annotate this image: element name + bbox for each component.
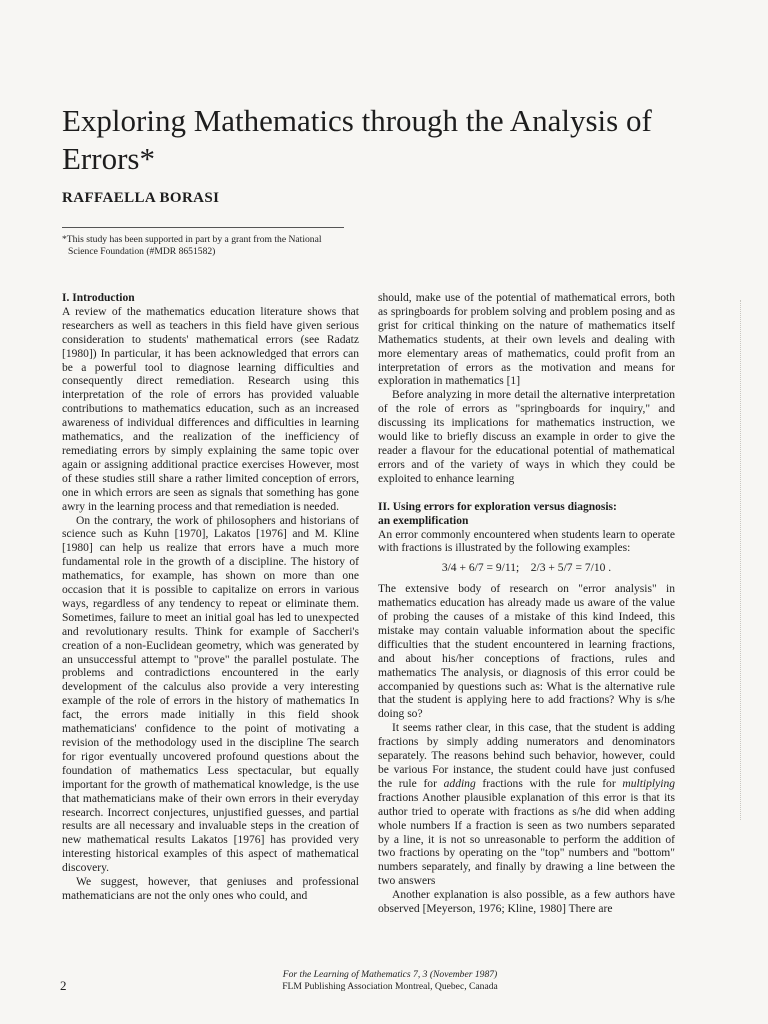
text-run: It seems rather clear, in this case, that the student is adding fractions by simply adding numerators and denominators separately. The reasons behind such behavior, however, could be various For instance, the student could have just confused the rule for (378, 722, 675, 790)
text-run: fractions Another plausible explanation of this error is that its author tried to operate with fractions as s/he did when adding whole numbers If a fraction is seen as two numbers separated by a line, it is not so unreasonable to perform the addition of two fractions by operating on the "top" numbers and "bottom" numbers separately, and finally by drawing a line between the two answers (378, 791, 675, 888)
section-subheading: an exemplification (378, 514, 469, 527)
emphasis-adding: adding (443, 777, 476, 790)
body-paragraph: should, make use of the potential of mathematical errors, both as springboards for problem solving and problem posing and as grist for critical thinking on the nature of mathematics itself Mathematics students, at their own levels and dealing with more elementary areas of mathematics, could profit from an interpretation of errors as the motivation and means for exploration in mathematics [1] (378, 292, 675, 388)
text-run: fractions with the rule for (475, 777, 623, 790)
section-heading-errors: II. Using errors for exploration versus diagnosis: (378, 500, 617, 513)
section-heading-introduction: I. Introduction (62, 292, 135, 304)
formula-part-b: 2/3 + 5/7 = 7/10 . (530, 562, 612, 575)
scan-margin-line (740, 300, 741, 820)
article-title: Exploring Mathematics through the Analysis of Errors* (62, 103, 652, 176)
author-name: RAFFAELLA BORASI (62, 190, 220, 206)
right-column (378, 292, 675, 917)
body-paragraph: An error commonly encountered when students learn to operate with fractions is illustrated by the following examples: (378, 528, 675, 555)
body-paragraph: We suggest, however, that geniuses and professional mathematicians are not the only ones who could, and (62, 876, 359, 902)
page-number: 2 (60, 978, 67, 993)
body-paragraph: On the contrary, the work of philosophers and historians of science such as Kuhn [1970], Lakatos [1976] and M. Kline [1980] can help us realize that errors have a much more fundamental role in the growth of a discipline. The history of mathematics, for example, has shown on more than one occasion that it is possible to capitalize on errors in various ways, regardless of any tendency to repeat or eliminate them. Sometimes, failure to meet an initial goal has led to unexpected and revolutionary results. Think for example of Saccheri's creation of a non-Euclidean geometry, which was generated by an unsuccessful attempt to "prove" the parallel postulate. The problems and contradictions encountered in the early development of the calculus also provide a very interesting example of the role of errors in the history of mathematics In fact, the errors made initially in this field shook mathematicians' confidence to the point of motivating a revision of the methodology used in the discipline The search for rigor eventually uncovered profound questions about the foundation of mathematics Less spectacular, but equally important for the growth of mathematical knowledge, is the use that mathematicians make of their own errors in their everyday research. Incorrect conjectures, unjustified guesses, and partial results are all necessary and invaluable steps in the creation of new mathematical results Lakatos [1976] has provided very interesting historical examples of this aspect of mathematical discovery. (62, 514, 359, 875)
left-column (62, 292, 359, 904)
emphasis-multiplying: multiplying (622, 777, 675, 790)
fraction-example-formula (378, 562, 675, 576)
body-paragraph: Another explanation is also possible, as a few authors have observed [Meyerson, 1976; Kline, 1980] There are (378, 889, 675, 916)
body-paragraph: Before analyzing in more detail the alternative interpretation of the role of errors as "springboards for inquiry," and discussing its implications for mathematics instruction, we would like to briefly discuss an example in order to give the reader a flavour for the educational potential of mathematical errors and of the variety of ways in which they could be exploited to enhance learning (378, 389, 675, 485)
body-paragraph: A review of the mathematics education literature shows that researchers as well as teachers in this field have given serious consideration to students' mathematical errors (see Radatz [1980]) In particular, it has been acknowledged that errors can be a powerful tool to diagnose learning difficulties and consequently direct remediation. Research using this interpretation of the role of errors has provided valuable contributions to mathematics education, such as an increased awareness of individual differences and difficulties in learning mathematics, and the realization of the inefficiency of remediating errors by simply explaining the same topic over again or assigning additional practice exercises However, most of these studies still share a rather limited conception of errors, one in which errors are seen as signals that something has gone awry in the learning process and that remediation is needed. (62, 305, 359, 513)
footnote-divider (62, 227, 344, 228)
formula-part-a: 3/4 + 6/7 = 9/11; (441, 562, 520, 575)
journal-citation: For the Learning of Mathematics 7, 3 (November 1987) (282, 969, 498, 980)
footnote-line-2: Science Foundation (#MDR 8651582) (68, 246, 216, 257)
publisher-line: FLM Publishing Association Montreal, Quebec, Canada (282, 980, 498, 992)
body-paragraph (378, 722, 675, 889)
funding-footnote (62, 234, 362, 258)
footnote-line-1: *This study has been supported in part by a grant from the National (62, 234, 322, 245)
page-footer (240, 969, 540, 992)
body-paragraph: The extensive body of research on "error analysis" in mathematics education has already made us aware of the value of probing the causes of a mistake of this kind Indeed, this mistake may contain valuable information about the specific difficulties that the student encountered in learning fractions, and about his/her conceptions of fractions, rules and mathematics The analysis, or diagnosis of this error could be accompanied by questions such as: What is the alternative rule that the student is applying here to add fractions? Why is s/he doing so? (378, 583, 675, 721)
